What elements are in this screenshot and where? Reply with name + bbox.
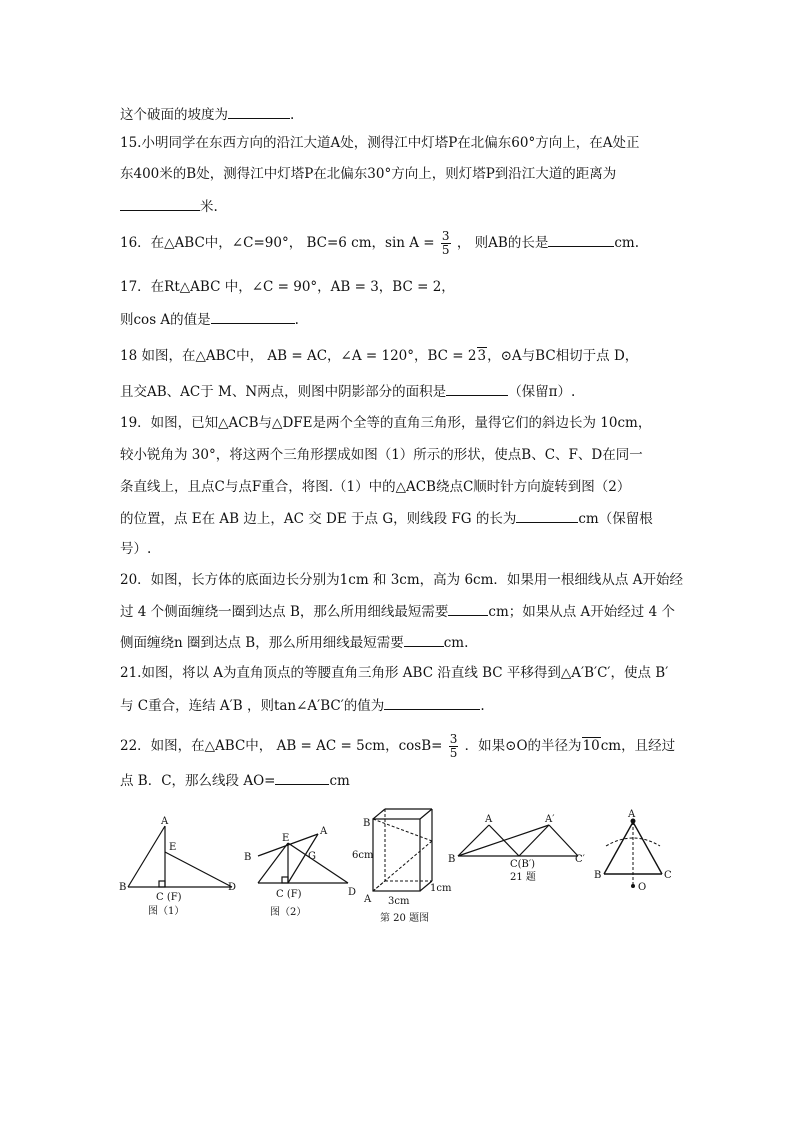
figure-2: [240, 823, 365, 928]
fig22-label-O: O: [638, 882, 647, 893]
fig1-label-D: D: [228, 882, 237, 893]
fig22-label-C: C: [664, 870, 672, 881]
q17-line1: 17．在Rt△ABC 中，∠C = 90°，AB = 3，BC = 2，: [120, 279, 455, 295]
sqrt-10: 10: [582, 738, 600, 754]
fig2-label-E: E: [282, 833, 290, 844]
fig21-label-B: B: [448, 854, 456, 865]
fig1-caption: 图（1）: [148, 906, 185, 917]
q17-answer-blank[interactable]: [211, 309, 295, 324]
fig21-label-C: C(B′): [510, 859, 536, 870]
q18-answer-blank[interactable]: [446, 381, 508, 396]
fig1-label-A: A: [161, 816, 169, 827]
q19-line1: 19．如图，已知△ACB与△DFE是两个全等的直角三角形，量得它们的斜边长为 10cm，: [120, 415, 652, 431]
fig20-label-B: B: [363, 818, 371, 829]
fig1-label-B: B: [119, 882, 127, 893]
q15-line3: 米.: [120, 196, 218, 217]
q19-line3: 条直线上，且点C与点F重合，将图.（1）中的△ACB绕点C顺时针方向旋转到图（2）: [120, 479, 631, 495]
q20-line1: 20．如图，长方体的底面边长分别为1cm 和 3cm，高为 6cm．如果用一根细线从点 A开始经: [120, 572, 683, 588]
fig20-depth: 1cm: [430, 883, 452, 894]
q22-line2: 点 B．C，那么线段 AO= cm: [120, 770, 350, 791]
figure-20: [350, 806, 460, 930]
fig22-label-A: A: [628, 809, 636, 820]
q16-answer-blank[interactable]: [548, 232, 614, 247]
fig2-label-B: B: [244, 852, 252, 863]
fig1-label-E: E: [169, 842, 177, 853]
fig20-caption: 第 20 题图: [380, 913, 430, 924]
q21-line1: 21.如图，将以 A为直角顶点的等腰直角三角形 ABC 沿直线 BC 平移得到△A′B′C′，使点 B′: [120, 665, 669, 681]
fig2-label-D: D: [348, 887, 357, 898]
q22-answer-blank[interactable]: [275, 770, 329, 785]
q20-line2: 过 4 个侧面缠绕一圈到达点 B，那么所用细线最短需要 cm；如果从点 A开始经过 4 个: [120, 601, 675, 622]
fig21-caption: 21 题: [510, 872, 536, 883]
q19-line5: 号）.: [120, 541, 152, 557]
fig2-label-C: C (F): [276, 889, 302, 900]
q19-line4: 的位置，点 E在 AB 边上，AC 交 DE 于点 G，则线段 FG 的长为 cm（保留根: [120, 508, 653, 529]
fig1-label-C: C (F): [156, 892, 182, 903]
q21-answer-blank[interactable]: [384, 695, 480, 710]
q19-line2: 较小锐角为 30°，将这两个三角形摆成如图（1）所示的形状，使点B、C、F、D在同一: [120, 447, 643, 463]
fig21-label-A-prime: A′: [545, 814, 555, 825]
fig2-caption: 图（2）: [270, 907, 307, 918]
q15-answer-blank[interactable]: [120, 196, 200, 211]
q17-line2: 则cos A的值是 .: [120, 309, 299, 330]
fig21-label-A: A: [485, 814, 493, 825]
q14-answer-blank[interactable]: [228, 104, 290, 119]
fig22-label-B: B: [594, 870, 602, 881]
q19-answer-blank[interactable]: [516, 508, 578, 523]
figure-22: [590, 808, 680, 898]
q22-line1: 22．如图，在△ABC中， AB = AC = 5cm，cosB= $\frac{3}{5}$ ．如果⊙O的半径为10cm，且经过: [120, 732, 676, 760]
q18-line2: 且交AB、AC于 M、N两点，则图中阴影部分的面积是 （保留π）.: [120, 381, 575, 402]
q20-answer-blank-1[interactable]: [448, 601, 488, 616]
figure-21: [448, 812, 598, 887]
q21-line2: 与 C重合，连结 A′B ，则tan∠A′BC′的值为 .: [120, 695, 485, 716]
q20-answer-blank-2[interactable]: [404, 632, 444, 647]
q16-fraction: $\frac{3}{5}$: [441, 229, 450, 257]
fig2-label-G: G: [308, 851, 316, 862]
fig21-label-C-prime: C′: [575, 854, 585, 865]
fig20-height: 6cm: [352, 850, 374, 861]
q16: 16．在△ABC中，∠C=90°， BC=6 cm，sin A = $\frac{3}{5}$ ， 则AB的长是 cm.: [120, 229, 639, 257]
q15-line1: 15.小明同学在东西方向的沿江大道A处，测得江中灯塔P在北偏东60°方向上，在A处正: [120, 135, 640, 151]
fig20-label-A: A: [364, 894, 372, 905]
q14-text: 这个破面的坡度为: [120, 107, 228, 123]
q15-line2: 东400米的B处，测得江中灯塔P在北偏东30°方向上，则灯塔P到沿江大道的距离为: [120, 166, 617, 182]
fig20-width: 3cm: [388, 896, 410, 907]
q18-line1: 18 如图，在△ABC中， AB = AC，∠A = 120°，BC = 23，⊙A与BC相切于点 D，: [120, 348, 639, 364]
fig2-label-A: A: [320, 826, 328, 837]
q22-fraction: $\frac{3}{5}$: [449, 732, 458, 760]
q14-tail: 这个破面的坡度为 .: [120, 104, 294, 125]
figure-1: [110, 812, 245, 927]
sqrt-3: 3: [477, 348, 487, 364]
q20-line3: 侧面缠绕n 圈到达点 B，那么所用细线最短需要 cm.: [120, 632, 468, 653]
